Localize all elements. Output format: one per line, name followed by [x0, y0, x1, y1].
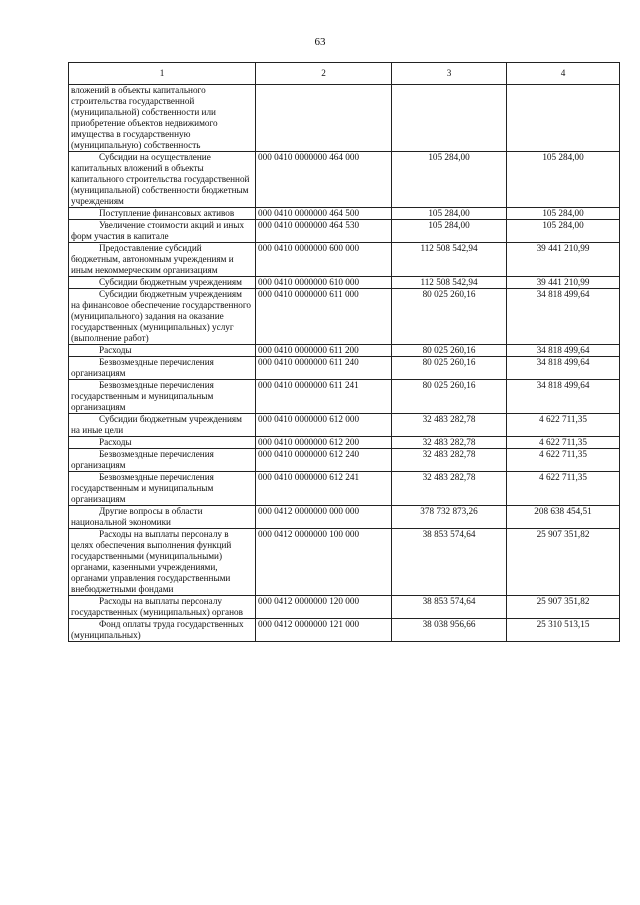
- table-row: [69, 380, 620, 414]
- row-name: Субсидии бюджетным учреждениям на финансовое обеспечение государственного (муниципального) задания на оказание государственных (муниципальных) услуг (выполнение работ): [71, 289, 251, 343]
- table-row: [69, 357, 620, 380]
- column-header: 4: [507, 63, 620, 85]
- table-row: [69, 243, 620, 277]
- row-name-cell: [69, 208, 256, 220]
- row-code: 000 0410 0000000 611 000: [256, 289, 392, 345]
- row-name: Расходы: [99, 437, 132, 447]
- row-value-col3: 112 508 542,94: [392, 243, 507, 277]
- row-name-cell: [69, 529, 256, 596]
- row-name-cell: [69, 596, 256, 619]
- row-name: Безвозмездные перечисления организациям: [71, 357, 214, 378]
- row-code: 000 0412 0000000 121 000: [256, 619, 392, 642]
- row-value-col4: 4 622 711,35: [507, 472, 620, 506]
- row-name: Расходы на выплаты персоналу государственных (муниципальных) органов: [71, 596, 243, 617]
- table-row: [69, 596, 620, 619]
- row-value-col3: 105 284,00: [392, 152, 507, 208]
- column-header: 3: [392, 63, 507, 85]
- row-code: 000 0412 0000000 100 000: [256, 529, 392, 596]
- row-name-cell: [69, 506, 256, 529]
- row-value-col4: 25 310 513,15: [507, 619, 620, 642]
- row-name-cell: [69, 472, 256, 506]
- table-row: [69, 277, 620, 289]
- row-value-col3: 105 284,00: [392, 208, 507, 220]
- row-name: Увеличение стоимости акций и иных форм участия в капитале: [71, 220, 245, 241]
- row-code: 000 0410 0000000 464 530: [256, 220, 392, 243]
- row-name-cell: [69, 152, 256, 208]
- row-name-cell: [69, 380, 256, 414]
- row-value-col3: 112 508 542,94: [392, 277, 507, 289]
- table-row: [69, 472, 620, 506]
- row-value-col4: 25 907 351,82: [507, 529, 620, 596]
- row-code: 000 0410 0000000 464 000: [256, 152, 392, 208]
- table-row: [69, 529, 620, 596]
- row-code: 000 0410 0000000 611 241: [256, 380, 392, 414]
- row-name: вложений в объекты капитального строительства государственной (муниципальной) собственности или приобретение объектов недвижимого имущества в государственную (муниципальную) собственность: [71, 85, 218, 150]
- row-name: Другие вопросы в области национальной экономики: [71, 506, 203, 527]
- table-row: [69, 449, 620, 472]
- row-name-cell: [69, 243, 256, 277]
- row-value-col4: 105 284,00: [507, 152, 620, 208]
- row-value-col4: 105 284,00: [507, 220, 620, 243]
- table-row: [69, 414, 620, 437]
- table-row: [69, 289, 620, 345]
- table-row: [69, 85, 620, 152]
- table-row: [69, 208, 620, 220]
- row-code: 000 0410 0000000 612 000: [256, 414, 392, 437]
- table-row: [69, 220, 620, 243]
- row-code: 000 0410 0000000 610 000: [256, 277, 392, 289]
- row-value-col3: 32 483 282,78: [392, 437, 507, 449]
- row-code: 000 0412 0000000 000 000: [256, 506, 392, 529]
- row-name-cell: [69, 289, 256, 345]
- row-value-col4: 34 818 499,64: [507, 289, 620, 345]
- table-body: [69, 85, 620, 642]
- row-name: Субсидии бюджетным учреждениям на иные цели: [71, 414, 242, 435]
- row-name-cell: [69, 357, 256, 380]
- column-header: 1: [69, 63, 256, 85]
- row-name-cell: [69, 619, 256, 642]
- row-name-cell: [69, 345, 256, 357]
- row-value-col3: 80 025 260,16: [392, 345, 507, 357]
- table-row: [69, 619, 620, 642]
- row-value-col3: [392, 85, 507, 152]
- row-value-col4: 34 818 499,64: [507, 345, 620, 357]
- table-header-row: [69, 63, 620, 85]
- table-row: [69, 437, 620, 449]
- row-value-col3: 105 284,00: [392, 220, 507, 243]
- budget-table: [68, 62, 620, 642]
- row-value-col3: 378 732 873,26: [392, 506, 507, 529]
- row-name: Предоставление субсидий бюджетным, автономным учреждениям и иным некоммерческим организациям: [71, 243, 234, 275]
- row-value-col3: 38 038 956,66: [392, 619, 507, 642]
- table-row: [69, 506, 620, 529]
- row-value-col3: 80 025 260,16: [392, 289, 507, 345]
- row-value-col3: 38 853 574,64: [392, 529, 507, 596]
- page-number: 63: [314, 36, 326, 48]
- row-value-col3: 32 483 282,78: [392, 449, 507, 472]
- row-code: [256, 85, 392, 152]
- row-code: 000 0410 0000000 611 240: [256, 357, 392, 380]
- row-name: Субсидии бюджетным учреждениям: [99, 277, 242, 287]
- row-value-col3: 32 483 282,78: [392, 414, 507, 437]
- row-code: 000 0410 0000000 600 000: [256, 243, 392, 277]
- row-value-col4: 25 907 351,82: [507, 596, 620, 619]
- row-code: 000 0410 0000000 612 241: [256, 472, 392, 506]
- row-name-cell: [69, 437, 256, 449]
- row-code: 000 0410 0000000 612 200: [256, 437, 392, 449]
- row-value-col3: 80 025 260,16: [392, 380, 507, 414]
- row-value-col4: 208 638 454,51: [507, 506, 620, 529]
- row-value-col4: 4 622 711,35: [507, 414, 620, 437]
- row-name-cell: [69, 414, 256, 437]
- row-value-col3: 32 483 282,78: [392, 472, 507, 506]
- row-value-col4: [507, 85, 620, 152]
- row-name: Поступление финансовых активов: [99, 208, 235, 218]
- row-name-cell: [69, 277, 256, 289]
- row-value-col4: 34 818 499,64: [507, 357, 620, 380]
- row-name: Расходы на выплаты персоналу в целях обеспечения выполнения функций государственными (муниципальными) органами, казенными учреждениями, органами управления государственными внебюджетными фондами: [71, 529, 232, 594]
- row-name: Безвозмездные перечисления государственным и муниципальным организациям: [71, 472, 214, 504]
- row-name-cell: [69, 449, 256, 472]
- table-row: [69, 152, 620, 208]
- row-code: 000 0412 0000000 120 000: [256, 596, 392, 619]
- row-value-col4: 39 441 210,99: [507, 277, 620, 289]
- row-value-col4: 34 818 499,64: [507, 380, 620, 414]
- row-value-col4: 105 284,00: [507, 208, 620, 220]
- row-name: Безвозмездные перечисления организациям: [71, 449, 214, 470]
- row-value-col3: 38 853 574,64: [392, 596, 507, 619]
- row-code: 000 0410 0000000 612 240: [256, 449, 392, 472]
- row-value-col4: 4 622 711,35: [507, 449, 620, 472]
- row-value-col4: 39 441 210,99: [507, 243, 620, 277]
- table-row: [69, 345, 620, 357]
- row-name: Субсидии на осуществление капитальных вложений в объекты капитального строительства государственной (муниципальной) собственности бюджетным учреждениям: [71, 152, 250, 206]
- row-value-col4: 4 622 711,35: [507, 437, 620, 449]
- row-name: Расходы: [99, 345, 132, 355]
- row-name-cell: [69, 220, 256, 243]
- row-code: 000 0410 0000000 611 200: [256, 345, 392, 357]
- row-name: Фонд оплаты труда государственных (муниципальных): [71, 619, 244, 640]
- row-code: 000 0410 0000000 464 500: [256, 208, 392, 220]
- row-value-col3: 80 025 260,16: [392, 357, 507, 380]
- row-name: Безвозмездные перечисления государственным и муниципальным организациям: [71, 380, 214, 412]
- row-name-cell: [69, 85, 256, 152]
- column-header: 2: [256, 63, 392, 85]
